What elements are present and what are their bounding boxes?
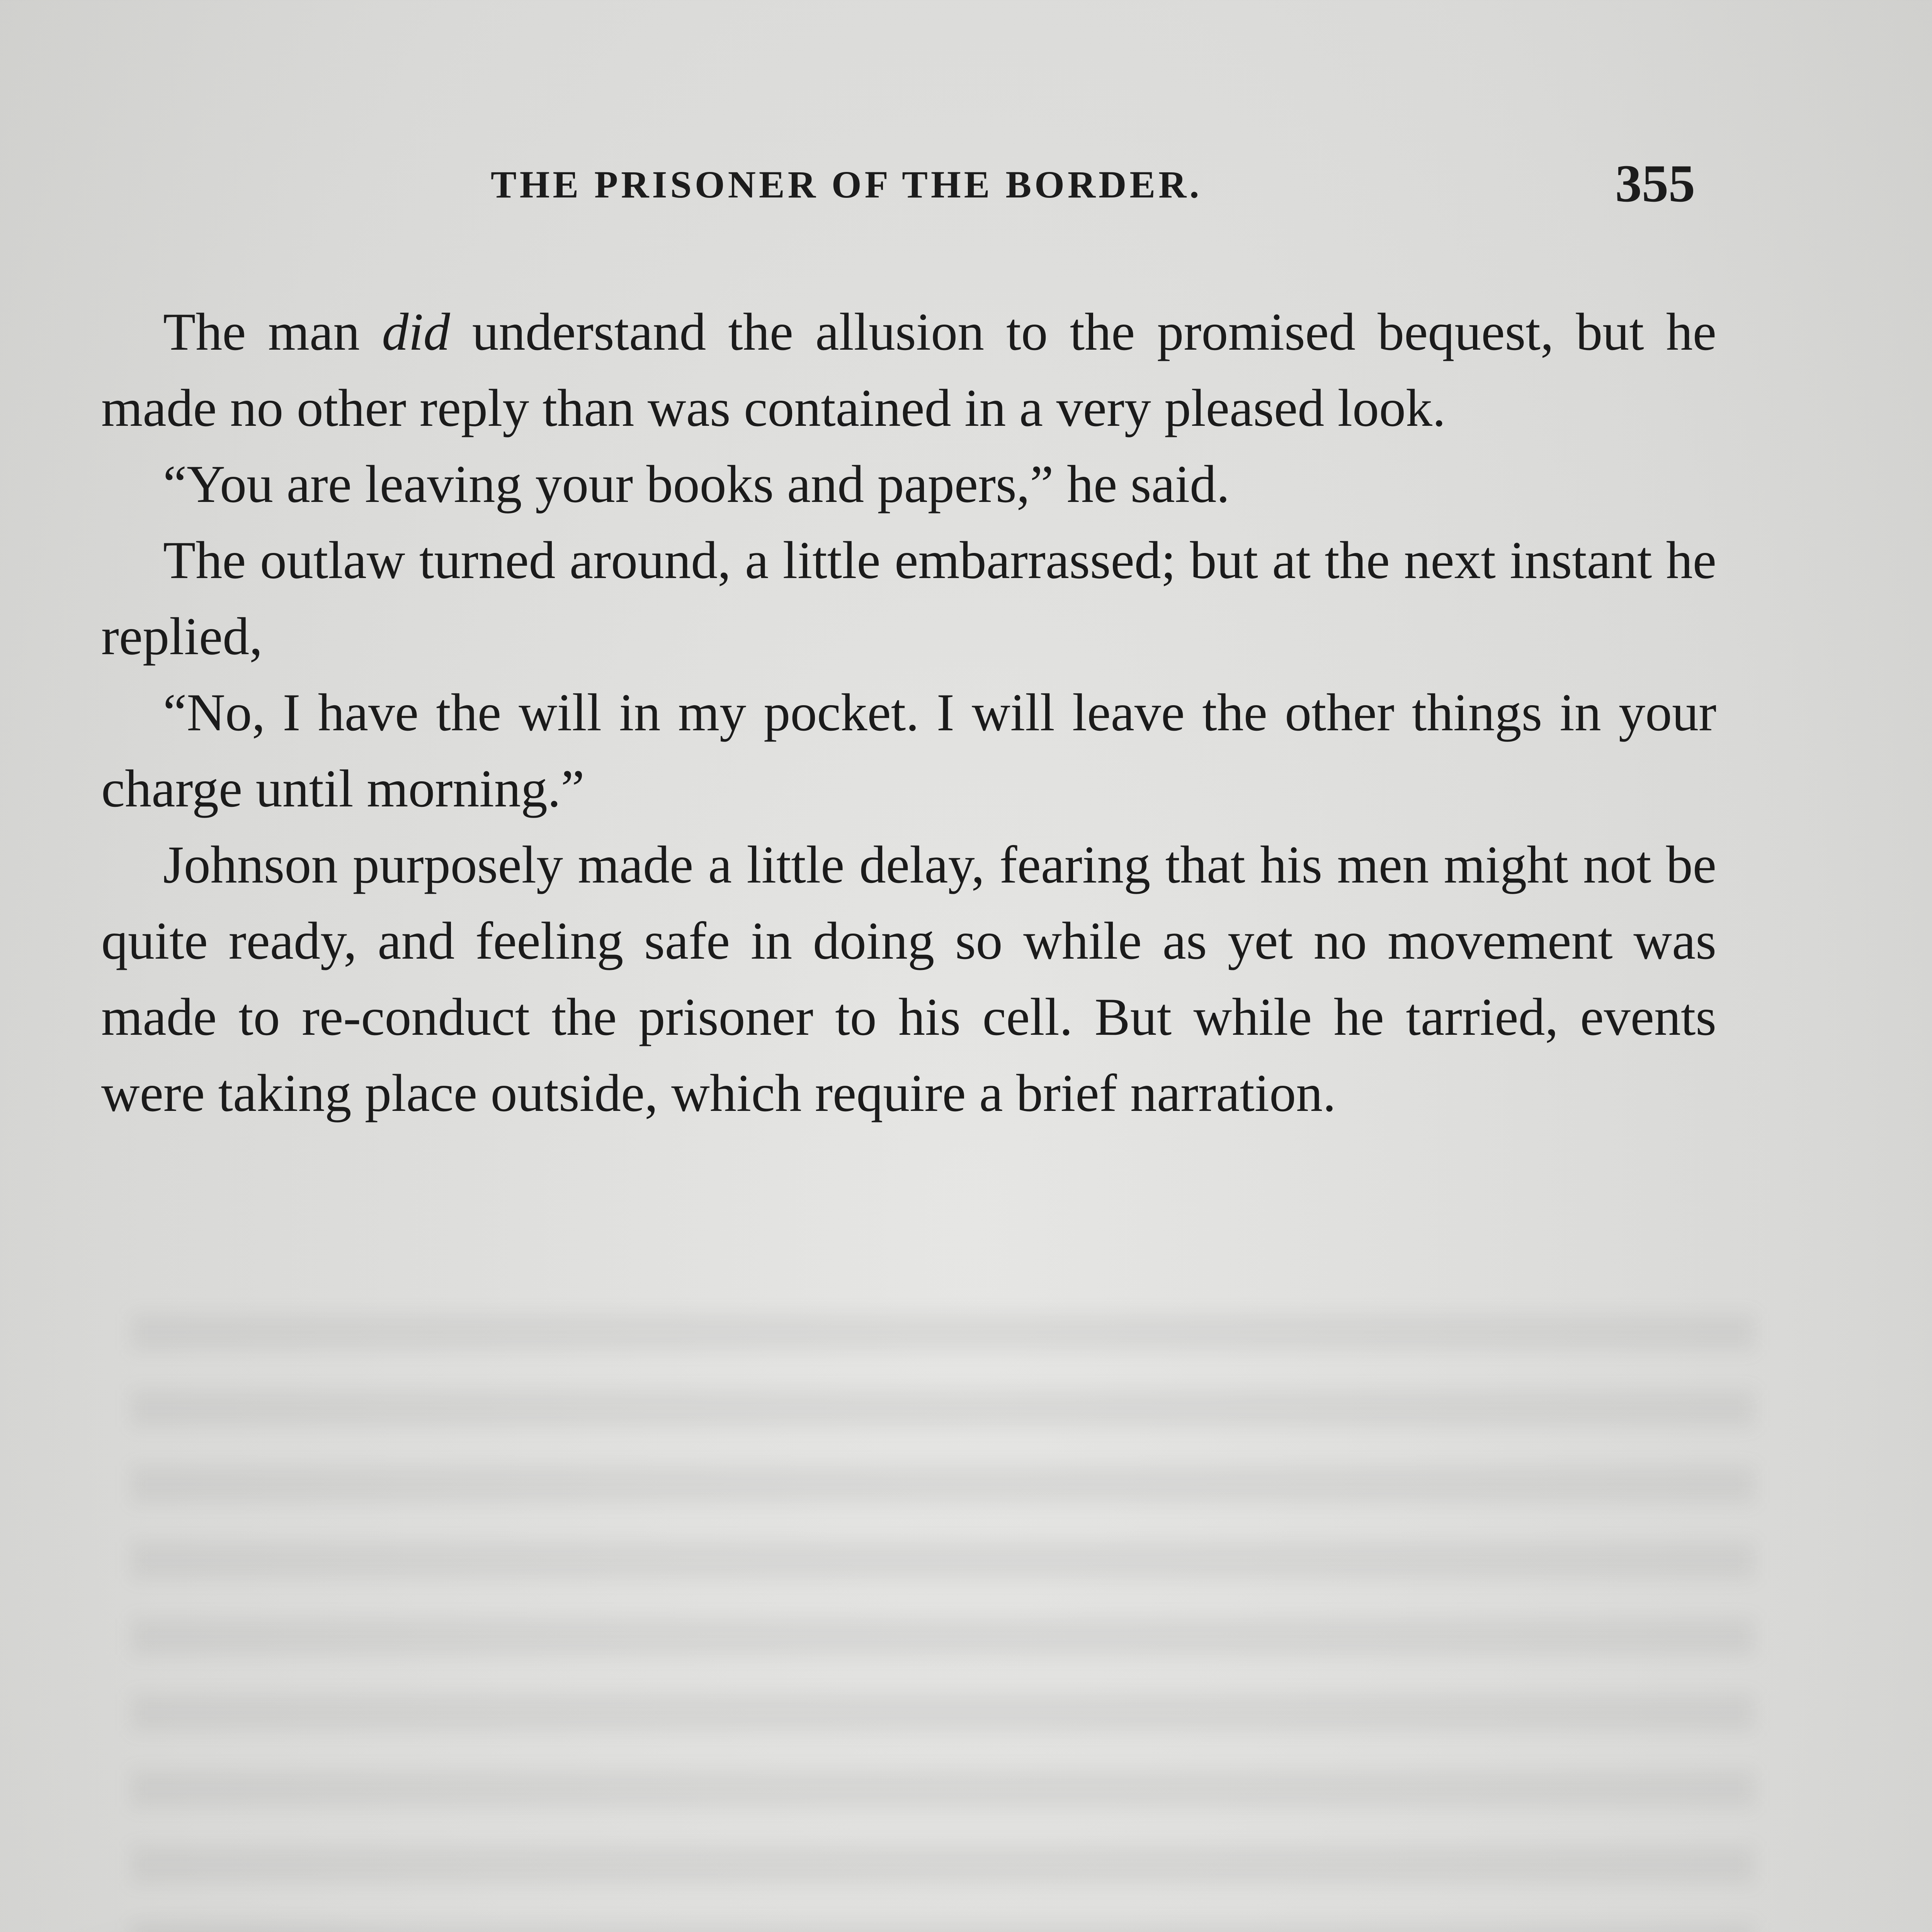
page-number: 355 (1615, 154, 1695, 213)
emphasis-did: did (382, 302, 450, 361)
body-text (101, 294, 1716, 1131)
paragraph-1-end: understand the allusion to the promised bequest, but he made no other reply than was contained in a very pleased look. (101, 302, 1717, 437)
paragraph-5: Johnson purposely made a little delay, fearing that his men might not be quite ready, and feeling safe in doing so while as yet no movement was made to re-conduct the prisoner to his cell. But while he tarried, events were taking place outside, which require a brief narration. (101, 835, 1716, 1122)
paragraph-1-start: The man (163, 302, 382, 361)
paragraph-1 (101, 294, 1716, 446)
paragraph-4: “No, I have the will in my pocket. I will leave the other things in your charge until morning.” (101, 683, 1716, 818)
running-head: THE PRISONER OF THE BORDER. (491, 163, 1202, 206)
show-through-text (131, 1314, 1754, 1932)
page-stain (0, 1893, 580, 1932)
paragraph-3: The outlaw turned around, a little embarrassed; but at the next instant he replied, (101, 531, 1716, 666)
paragraph-2: “You are leaving your books and papers,” he said. (163, 454, 1230, 514)
